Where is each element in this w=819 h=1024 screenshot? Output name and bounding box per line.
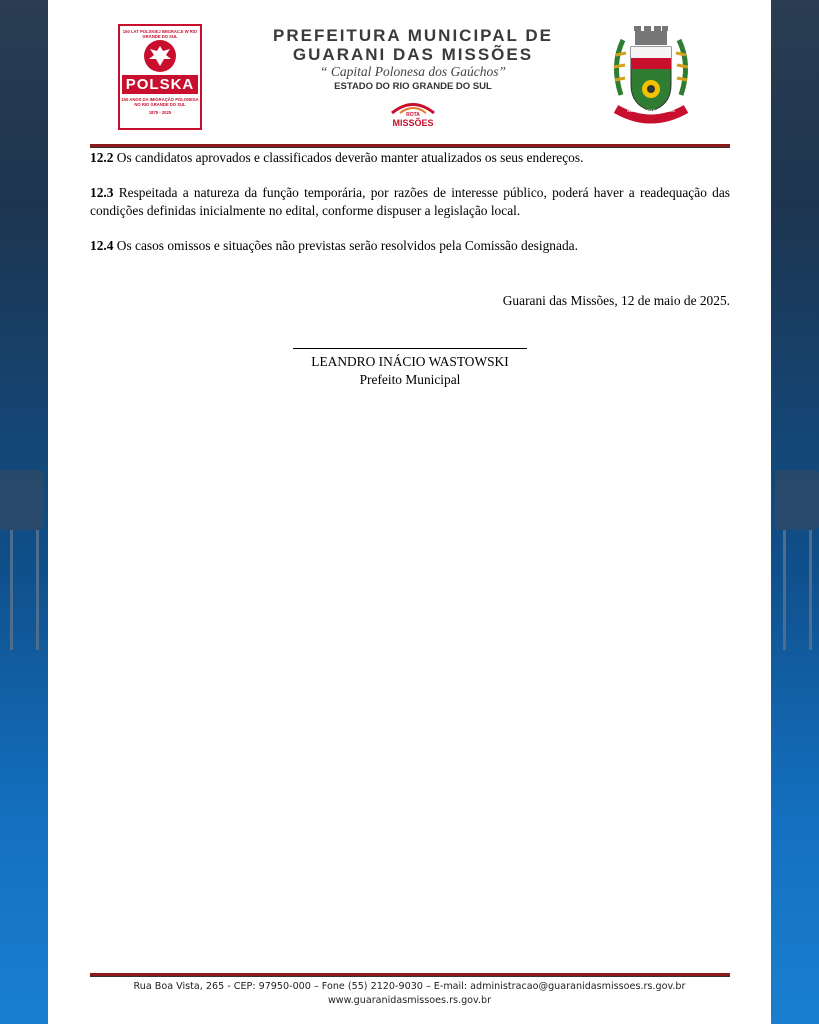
item-text: Os candidatos aprovados e classificados deverão manter atualizados os seus endereços. [113, 150, 584, 165]
footer-address: Rua Boa Vista, 265 - CEP: 97950-000 – Fone (55) 2120-9030 – E-mail: administracao@guaranidasmissoes.rs.gov.br [133, 981, 686, 992]
signature-line [293, 348, 527, 349]
background-left-panel [0, 0, 48, 1024]
letterhead [48, 0, 771, 150]
logo-top-text: 150 LAT POLSKIEJ IMIGRACJI W RIO GRANDE DO SUL [122, 29, 198, 39]
date-line: Guarani das Missões, 12 de maio de 2025. [502, 293, 730, 308]
chair-shape [775, 470, 819, 530]
polska-150-logo [118, 24, 202, 130]
item-12-4 [90, 237, 730, 255]
rota-missoes-logo [386, 100, 440, 132]
footer-website: www.guaranidasmissoes.rs.gov.br [327, 995, 492, 1006]
signatory-role: Prefeito Municipal [359, 372, 461, 387]
item-number: 12.2 [90, 150, 114, 165]
item-text: Respeitada a natureza da função temporária, por razões de interesse público, poderá haver a readequação das condições definidas inicialmente no edital, conforme dispuser a legislação local. [90, 185, 730, 218]
rota-label: ROTA [406, 112, 420, 118]
signatory-name: LEANDRO INÁCIO WASTOWSKI [311, 354, 509, 369]
footer-divider [90, 973, 730, 977]
chair-leg [809, 530, 812, 650]
white-eagle-icon [143, 39, 177, 73]
state-name: ESTADO DO RIO GRANDE DO SUL [334, 81, 492, 92]
document-body [90, 149, 730, 272]
signature-block [293, 348, 527, 389]
item-number: 12.4 [90, 238, 114, 253]
chair-shape [0, 470, 44, 530]
municipal-coat-of-arms-icon [601, 25, 701, 130]
chair-leg [10, 530, 13, 650]
polska-badge: POLSKA [122, 75, 199, 94]
title-line-2: GUARANI DAS MISSÕES [292, 45, 534, 64]
background-right-panel [771, 0, 819, 1024]
page-footer [48, 980, 771, 1008]
logo-bottom-text: 150 ANOS DA IMIGRAÇÃO POLONESA NO RIO GRANDE DO SUL [121, 97, 199, 107]
logo-years: 1875 - 2025 [148, 110, 172, 115]
chair-leg [783, 530, 786, 650]
letterhead-titles [238, 26, 588, 93]
document-page [48, 0, 771, 1024]
crest-ribbon-text: GUARANI DAS MISSÕES [627, 108, 675, 113]
item-12-3 [90, 184, 730, 220]
item-number: 12.3 [90, 185, 114, 200]
rota-name: MISSÕES [392, 118, 434, 128]
rota-arc-icon [386, 100, 440, 114]
item-text: Os casos omissos e situações não previstas serão resolvidos pela Comissão designada. [113, 238, 578, 253]
header-divider [90, 144, 730, 148]
title-line-1: PREFEITURA MUNICIPAL DE [273, 26, 553, 45]
slogan: “ Capital Polonesa dos Gaúchos” [319, 64, 506, 79]
chair-leg [36, 530, 39, 650]
item-12-2 [90, 149, 730, 167]
